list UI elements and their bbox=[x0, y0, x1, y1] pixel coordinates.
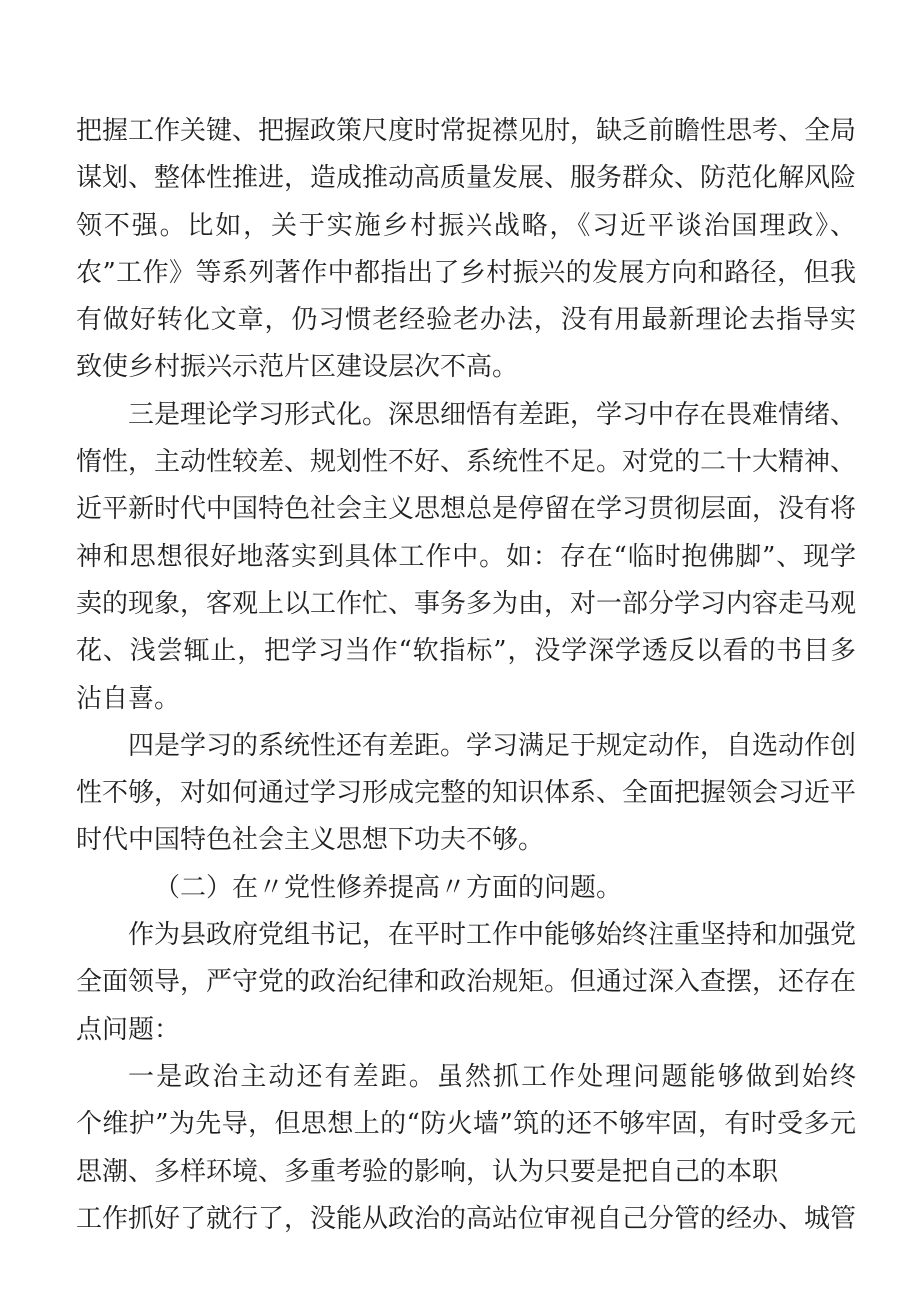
text-line: 一是政治主动还有差距。虽然抓工作处理问题能够做到始终 bbox=[128, 1061, 856, 1092]
text-line: 谋划、整体性推进，造成推动高质量发展、服务群众、防范化解风险 bbox=[76, 163, 856, 194]
text-line: 工作抓好了就行了，没能从政治的高站位审视自己分管的经办、城管 bbox=[76, 1203, 856, 1234]
text-line: 时代中国特色社会主义思想下功夫不够。 bbox=[76, 825, 545, 856]
text-line: 性不够，对如何通过学习形成完整的知识体系、全面把握领会习近平 bbox=[76, 778, 856, 809]
text-line: 有做好转化文章，仍习惯老经验老办法，没有用最新理论去指导实 bbox=[76, 305, 856, 336]
text-line: 思潮、多样环境、多重考验的影响，认为只要是把自己的本职 bbox=[76, 1156, 779, 1187]
text-line: 三是理论学习形式化。深思细悟有差距，学习中存在畏难情绪、 bbox=[128, 399, 856, 430]
text-line: 把握工作关键、把握政策尺度时常捉襟见肘，缺乏前瞻性思考、全局 bbox=[76, 116, 856, 146]
text-line: 卖的现象，客观上以工作忙、事务多为由，对一部分学习内容走马观 bbox=[76, 588, 857, 619]
text-line: 农”工作》等系列著作中都指出了乡村振兴的发展方向和路径，但我 bbox=[76, 257, 856, 288]
text-line: 神和思想很好地落实到具体工作中。如：存在“临时抱佛脚”、现学 bbox=[76, 541, 856, 572]
document-body bbox=[76, 108, 856, 1243]
text-line: 作为县政府党组书记，在平时工作中能够始终注重坚持和加强党 bbox=[128, 920, 856, 951]
text-line: 领不强。比如，关于实施乡村振兴战略，《习近平谈治国理政》、 bbox=[76, 210, 856, 241]
section-heading: （二）在〃党性修养提高〃方面的问题。 bbox=[154, 872, 623, 903]
text-line: 近平新时代中国特色社会主义思想总是停留在学习贯彻层面，没有将 bbox=[76, 494, 856, 525]
text-line: 全面领导，严守党的政治纪律和政治规矩。但通过深入查摆，还存在 bbox=[76, 967, 856, 998]
text-line: 四是学习的系统性还有差距。学习满足于规定动作，自选动作创 bbox=[128, 730, 856, 761]
text-line: 惰性，主动性较差、规划性不好、系统性不足。对党的二十大精神、 bbox=[76, 447, 856, 478]
text-line: 致使乡村振兴示范片区建设层次不高。 bbox=[76, 352, 519, 383]
text-line: 点问题： bbox=[76, 1014, 181, 1045]
text-line: 花、浅尝辄止，把学习当作“软指标”，没学深学透反以看的书目多 bbox=[76, 636, 856, 667]
text-line: 个维护”为先导，但思想上的“防火墙”筑的还不够牢固，有时受多元 bbox=[76, 1109, 856, 1140]
text-line: 沾自喜。 bbox=[76, 683, 181, 714]
